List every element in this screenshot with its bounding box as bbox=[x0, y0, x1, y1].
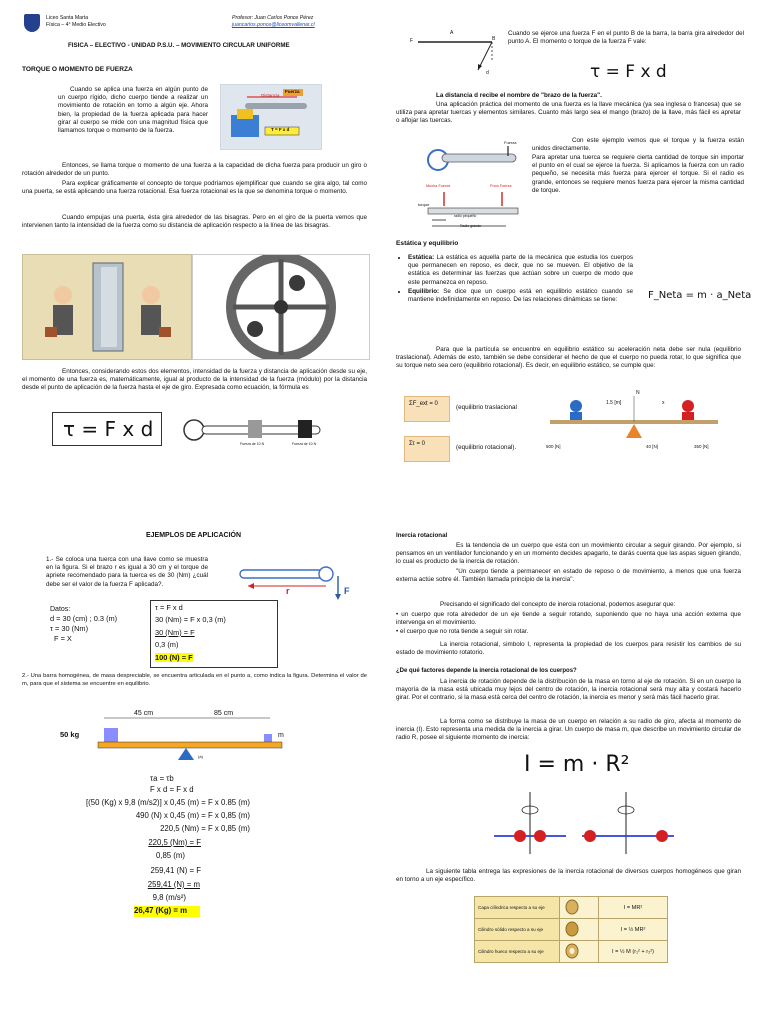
datos-3: F = X bbox=[54, 634, 72, 643]
equilibrio-text: Para que la partícula se encuentre en equilibrio estático su aceleración neta debe ser nula (equilibrio traslacional). Además de esto, también se debe considerar el hecho de que el cuerpo no pueda rotar, lo que significa que su torque neto sea cero (equilibrio rotacional). Es decir, en equilibrio estático, se cumple que: bbox=[396, 346, 741, 370]
ejemplo-1-wrench bbox=[234, 562, 358, 604]
lever-label-a: A bbox=[450, 30, 454, 36]
torque-formula: τ = F x d bbox=[63, 417, 154, 441]
table-row bbox=[475, 919, 668, 941]
wrench-force-figure bbox=[418, 140, 526, 176]
table-cell-body: Capa cilíndrica respecto a su eje bbox=[475, 897, 560, 919]
ejemplo-1-r: r bbox=[286, 586, 290, 596]
table-cell-image bbox=[560, 941, 599, 963]
school-name: Liceo Santa Marta bbox=[46, 15, 89, 21]
calc-2: F x d = F x d bbox=[150, 785, 194, 794]
wrench-caption-2: Fuerza de 10 N bbox=[292, 442, 317, 446]
inercia-formula: I = m · R² bbox=[524, 752, 630, 777]
inercia-table bbox=[474, 896, 668, 963]
table-cell-expr: I = ½ M (r₁² + r₂²) bbox=[599, 941, 668, 963]
ejemplo-1-text: 1.- Se coloca una tuerca con una llave como se muestra en la figura. Si el brazo r es igual a 30 cm y el torque de apriete recomendado para la tuerca es de 30 (Nm) ¿cuál debe ser el valor de la fuerza F aplicada?. bbox=[46, 556, 208, 588]
torque-example: Para explicar gráficamente el concepto de torque podríamos ejemplificar que cuando se gira algo, tal como una puerta, se está aplicando una fuerza rotacional. Esa fuerza rotacional es la que se denomina torque o momento. bbox=[22, 180, 367, 196]
sol-1: τ = F x d bbox=[155, 603, 183, 612]
radio-figure bbox=[418, 180, 526, 230]
table-cell-expr: I = ½ MR² bbox=[599, 919, 668, 941]
sol-3: 30 (Nm) = F bbox=[155, 628, 195, 637]
ejemplo-1-f: F bbox=[344, 586, 350, 596]
teacher-name: Profesor: Juan Carlos Ponce Pérez bbox=[232, 15, 314, 21]
calc-8: 259,41 (N) = F bbox=[150, 866, 201, 875]
lever-diagram bbox=[408, 28, 500, 82]
calc-9: 259,41 (N) = m bbox=[147, 880, 200, 889]
sol-2: 30 (Nm) = F x 0,3 (m) bbox=[155, 615, 226, 624]
seesaw-d1: 1.5 [m] bbox=[606, 400, 622, 406]
eq-rotacional-box: Στ = 0 bbox=[404, 436, 450, 462]
ejemplo-2-text: 2.- Una barra homogénea, de masa despreciable, se encuentra articulada en el punto a, como indica la figura. Determina el valor de m, para que el sistema se encuentre en equilibrio. bbox=[22, 673, 367, 688]
seesaw-w3: 350 [N] bbox=[694, 444, 709, 449]
estatica-heading: Estática y equilibrio bbox=[396, 240, 459, 247]
inercia-p4: La inercia rotacional, simbolo I, representa la propiedad de los cuerpos para resistir los cambios de su estado de movimiento rotatorio. bbox=[396, 641, 741, 657]
seesaw-figure bbox=[546, 390, 722, 460]
eq-traslacional-label: (equilibrio traslacional bbox=[456, 404, 517, 411]
eq-traslacional-box: ΣF_ext = 0 bbox=[404, 396, 450, 422]
solid-cylinder-icon bbox=[563, 921, 581, 937]
torque-fuerza-text: Con este ejemplo vemos que el torque y la fuerza están unidos directamente. bbox=[532, 137, 744, 153]
wheel-torque-image bbox=[192, 254, 370, 360]
table-cell-body: Cilindro hueco respecto a su eje bbox=[475, 941, 560, 963]
table-row bbox=[475, 897, 668, 919]
course-name: Física – 4° Medio Electivo bbox=[46, 22, 106, 28]
table-row bbox=[475, 941, 668, 963]
bar-figure bbox=[60, 710, 290, 770]
newton-equation: F_Neta = m · a_Neta bbox=[648, 290, 752, 301]
bar-a: (a) bbox=[198, 754, 203, 759]
eq-rotacional-label: (equilibrio rotacional). bbox=[456, 444, 517, 451]
equilibrio-item: • Equilibrio: Se dice que un cuerpo está en equilibrio estático cuando se mantiene indefinidamente en reposo. De las relaciones dinámicas se tiene: bbox=[408, 288, 633, 304]
inercia-p3: Precisando el significado del concepto de inercia rotacional, podemos asegurar que: bbox=[440, 601, 676, 608]
torque-door: Cuando empujas una puerta, ésta gira alrededor de las bisagras. Pero en el giro de la puerta vemos que intervienen tanto la intensidad de la fuerza como su distancia de aplicación respecto a la línea de las bisagras. bbox=[22, 214, 367, 230]
radio-pequeno-label: radio pequeño bbox=[454, 214, 477, 218]
inercia-heading: Inercia rotacional bbox=[396, 532, 448, 539]
radio-grande-label: Radio grande bbox=[460, 224, 482, 228]
bar-d2: 85 cm bbox=[214, 710, 234, 717]
poca-fuerza-label: Poca Fuerza bbox=[490, 184, 512, 188]
hollow-cylinder-icon bbox=[563, 943, 581, 959]
tuerca-text: Para apretar una tuerca se requiere cierta cantidad de torque sin importar el punto en el cual se ejerce la fuerza. Si aplicamos la fuerza con un radio pequeño, se necesita más fuerza para ejercer el torque. Si el radio es grande, entonces se requiere menos fuerza para ejercer la misma cantidad de torque. bbox=[532, 154, 744, 194]
calc-6: 220,5 (Nm) = F bbox=[148, 838, 201, 847]
mucha-fuerza-label: Mucha Fuerza bbox=[426, 184, 451, 188]
brazo-fuerza-text: La distancia d recibe el nombre de "brazo de la fuerza". bbox=[436, 92, 602, 99]
torque-formula-text: Entonces, considerando estos dos elementos, intensidad de la fuerza y distancia de aplicación desde su eje, el momento de una fuerza es, matemáticamente, igual al producto de la intensidad de la fuerza (módulo) por la distancia desde el punto de aplicación de la fuerza hasta el eje de giro. Expresada como ecuación, la fórmula es bbox=[22, 368, 367, 392]
inercia-p2: "Un cuerpo tiende a permanecer en estado de reposo o de movimiento, a menos que una fuerza externa actúe sobre él. También llamada principio de la inercia". bbox=[396, 568, 741, 584]
bar-m: m bbox=[278, 732, 284, 739]
inercia-list-1: • un cuerpo que rota alrededor de un eje tiende a seguir rotando, suponiendo que no haya una acción externa que intervenga en el movimiento. bbox=[396, 611, 741, 627]
seesaw-w2: 40 [N] bbox=[646, 444, 659, 449]
calc-10: 9,8 (m/s²) bbox=[152, 893, 186, 902]
calc-3: [(50 (Kg) x 9,8 (m/s2)] x 0,45 (m) = F x 0.85 (m) bbox=[86, 798, 250, 807]
calc-5: 220,5 (Nm) = F x 0,85 (m) bbox=[160, 824, 250, 833]
inercia-p5: La inercia de rotación depende de la distribución de la masa en torno al eje de rotación. Si en un cuerpo la mayoría de la masa está ubicada muy lejos del centro de rotación, la inercia rotacional será muy alta y costará hacerlo girar. Por el contrario, si la masa está cerca del centro de rotación, la inercia es menor y será más fácil hacerlo girar. bbox=[396, 678, 741, 702]
seesaw-d2: x bbox=[662, 400, 665, 406]
inercia-p7: La siguiente tabla entrega las expresiones de la inercia rotacional de diversos cuerpos homogéneos que giran en torno a un eje específico. bbox=[396, 868, 741, 884]
lever-text: Cuando se ejerce una fuerza F en el punto B de la barra, la barra gira alrededor del punto A. El momento o torque de la fuerza F vale: bbox=[508, 30, 744, 46]
rotation-figure bbox=[480, 790, 680, 856]
inercia-list-2: • el cuerpo que no rota tiende a seguir sin rotar. bbox=[396, 628, 529, 635]
calc-11: 26,47 (Kg) = m bbox=[134, 906, 200, 917]
torque-label: torque bbox=[418, 202, 430, 207]
table-cell-image bbox=[560, 897, 599, 919]
seesaw-n: N bbox=[636, 390, 640, 396]
wrench-caption-1: Fuerza de 10 N bbox=[240, 442, 265, 446]
estatica-item: • Estática: La estática es aquella parte de la mecánica que estudia los cuerpos que permanecen en reposo, es decir, que no se mueven. El objetivo de la estática es determinar las fuerzas que actúan sobre un cuerpo de modo que este permanezca en reposo. bbox=[408, 254, 633, 287]
bar-d1: 45 cm bbox=[134, 710, 154, 717]
inercia-p6: La forma como se distribuye la masa de un cuerpo en relación a su radio de giro, afecta al momento de inercia (I). Esto representa una medida de la inercia a girar. Un cuerpo de masa m, que describe un movimiento circular de radio R, posee el siguiente momento de inercia: bbox=[396, 718, 741, 742]
school-logo-icon bbox=[24, 14, 40, 32]
llave-text: Una aplicación práctica del momento de una fuerza es la llave mecánica (ya sea inglesa o francesa) que se utiliza para apretar tuercas y elementos similares. Cuanto más largo sea el mango (brazo) de la llave, más fácil es apretar o aflojar las tuercas. bbox=[396, 101, 741, 125]
fig-distancia-label: Distancia bbox=[261, 93, 280, 98]
fig-eq-label: T = F x d bbox=[271, 127, 290, 132]
lever-formula: τ = F x d bbox=[590, 62, 667, 82]
fig-fuerza-label: Fuerza bbox=[285, 89, 300, 94]
calc-1: τa = τb bbox=[150, 774, 174, 783]
lever-label-b: B bbox=[492, 36, 496, 42]
inercia-p1: Es la tendencia de un cuerpo que esta con un movimiento circular a seguir girando. Por ejemplo, si pensamos en un ventilador funcionando y en un momento decides apagarlo, te darás cuenta que las aspas siguen girando, lo cual es producto de la inercia de rotación. bbox=[396, 542, 741, 566]
table-cell-image bbox=[560, 919, 599, 941]
bar-mass: 50 kg bbox=[60, 730, 80, 739]
lever-label-f: F bbox=[410, 38, 414, 44]
inercia-question: ¿De qué factores depende la inercia rotacional de los cuerpos? bbox=[396, 668, 577, 674]
wrench-fuerza-label: Fuerza bbox=[504, 140, 517, 145]
torque-definition: Entonces, se llama torque o momento de una fuerza a la capacidad de dicha fuerza para producir un giro o rotación alrededor de un punto. bbox=[22, 162, 367, 178]
revolving-door-image bbox=[22, 254, 192, 360]
cylinder-shell-icon bbox=[563, 899, 581, 915]
calc-7: 0,85 (m) bbox=[155, 851, 185, 860]
table-cell-body: Cilindro sólido respecto a su eje bbox=[475, 919, 560, 941]
datos-1: d = 30 (cm) ; 0.3 (m) bbox=[50, 614, 118, 623]
solution-box bbox=[150, 600, 278, 668]
table-cell-expr: I = MR² bbox=[599, 897, 668, 919]
estatica-list bbox=[398, 254, 633, 305]
datos-2: τ = 30 (Nm) bbox=[50, 624, 89, 633]
datos-title: Datos: bbox=[50, 606, 71, 613]
lever-label-d: d bbox=[486, 70, 489, 76]
torque-heading: TORQUE O MOMENTO DE FUERZA bbox=[22, 66, 133, 73]
sol-5: 100 (N) = F bbox=[155, 653, 193, 662]
seesaw-w1: 500 [N] bbox=[546, 444, 561, 449]
torque-intro: Cuando se aplica una fuerza en algún punto de un cuerpo rígido, dicho cuerpo tiende a realizar un movimiento de rotación en torno a algún eje. Ahora bien, la propiedad de la fuerza aplicada para hacer girar al cuerpo se mide con una magnitud física que llamamos torque o momento de la fuerza. bbox=[58, 86, 208, 135]
sol-4: 0,3 (m) bbox=[155, 640, 179, 649]
wrench-diagram bbox=[180, 412, 330, 452]
torque-formula-box bbox=[52, 412, 162, 446]
calc-4: 490 (N) x 0,45 (m) = F x 0,85 (m) bbox=[135, 811, 250, 820]
teacher-email[interactable]: juancarlos.ponce@liceomvallenar.cl bbox=[232, 22, 315, 28]
ejemplos-heading: EJEMPLOS DE APLICACIÓN bbox=[146, 532, 242, 539]
wrench-photo-figure bbox=[220, 84, 322, 150]
document-title: FISICA – ELECTIVO - UNIDAD P.S.U. – MOVIMIENTO CIRCULAR UNIFORME bbox=[68, 42, 290, 49]
